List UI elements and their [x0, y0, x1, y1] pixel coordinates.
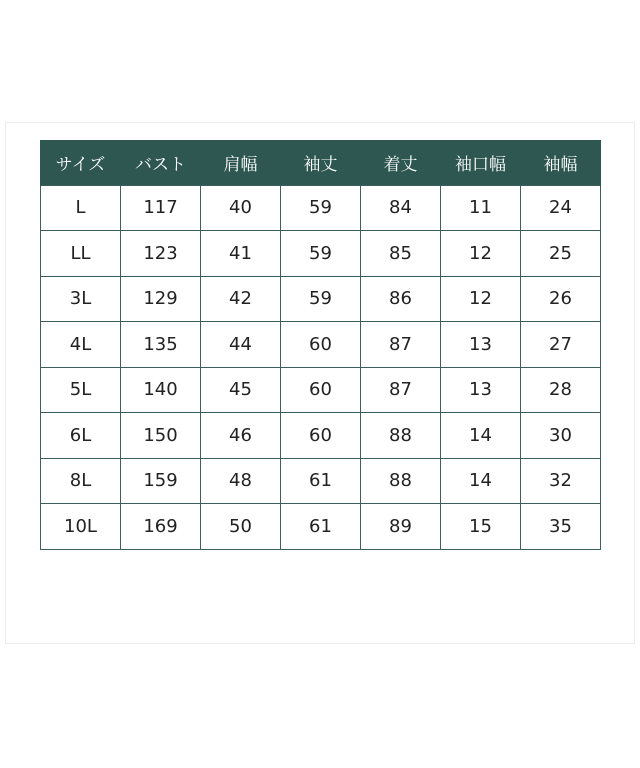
table-row [41, 231, 601, 277]
table-row [41, 276, 601, 322]
table-cell: 28 [521, 367, 601, 413]
table-cell: 117 [121, 185, 201, 231]
table-cell: 5L [41, 367, 121, 413]
table-cell: 84 [361, 185, 441, 231]
table-cell: 60 [281, 413, 361, 459]
table-cell: 12 [441, 276, 521, 322]
table-cell: 59 [281, 185, 361, 231]
table-row [41, 504, 601, 550]
table-cell: 44 [201, 322, 281, 368]
table-cell: 150 [121, 413, 201, 459]
table-cell: 135 [121, 322, 201, 368]
table-cell: 13 [441, 322, 521, 368]
header-shoulder-width: 肩幅 [201, 140, 281, 185]
table-cell: 60 [281, 367, 361, 413]
table-cell: 13 [441, 367, 521, 413]
table-cell: 123 [121, 231, 201, 277]
table-cell: 86 [361, 276, 441, 322]
table-cell: 3L [41, 276, 121, 322]
table-cell: 61 [281, 504, 361, 550]
table-cell: 46 [201, 413, 281, 459]
table-cell: 12 [441, 231, 521, 277]
table-header-row [41, 140, 601, 185]
table-cell: 59 [281, 231, 361, 277]
table-row [41, 458, 601, 504]
table-cell: 11 [441, 185, 521, 231]
table-cell: 85 [361, 231, 441, 277]
table-cell: 14 [441, 458, 521, 504]
table-row [41, 322, 601, 368]
table-cell: 60 [281, 322, 361, 368]
table-cell: 26 [521, 276, 601, 322]
table-cell: 40 [201, 185, 281, 231]
table-cell: 87 [361, 367, 441, 413]
table-cell: 42 [201, 276, 281, 322]
table-cell: 89 [361, 504, 441, 550]
table-row [41, 185, 601, 231]
table-cell: 14 [441, 413, 521, 459]
table-cell: 59 [281, 276, 361, 322]
table-cell: LL [41, 231, 121, 277]
table-cell: 41 [201, 231, 281, 277]
table-cell: 35 [521, 504, 601, 550]
header-sleeve-width: 袖幅 [521, 140, 601, 185]
table-cell: 32 [521, 458, 601, 504]
table-cell: 4L [41, 322, 121, 368]
table-cell: 10L [41, 504, 121, 550]
table-cell: 87 [361, 322, 441, 368]
header-bust: バスト [121, 140, 201, 185]
table-row [41, 367, 601, 413]
table-cell: 45 [201, 367, 281, 413]
table-cell: 50 [201, 504, 281, 550]
table-cell: 140 [121, 367, 201, 413]
table-cell: 27 [521, 322, 601, 368]
header-sleeve-length: 袖丈 [281, 140, 361, 185]
table-cell: 48 [201, 458, 281, 504]
header-size: サイズ [41, 140, 121, 185]
table-row [41, 413, 601, 459]
table-cell: 25 [521, 231, 601, 277]
size-chart-table [40, 140, 601, 550]
table-cell: 8L [41, 458, 121, 504]
header-cuff-width: 袖口幅 [441, 140, 521, 185]
table-cell: 88 [361, 413, 441, 459]
table-cell: 61 [281, 458, 361, 504]
table-cell: 159 [121, 458, 201, 504]
table-cell: 15 [441, 504, 521, 550]
table-cell: 169 [121, 504, 201, 550]
table-cell: 88 [361, 458, 441, 504]
table-cell: 6L [41, 413, 121, 459]
table-cell: 129 [121, 276, 201, 322]
header-body-length: 着丈 [361, 140, 441, 185]
table-cell: 24 [521, 185, 601, 231]
table-cell: 30 [521, 413, 601, 459]
table-cell: L [41, 185, 121, 231]
